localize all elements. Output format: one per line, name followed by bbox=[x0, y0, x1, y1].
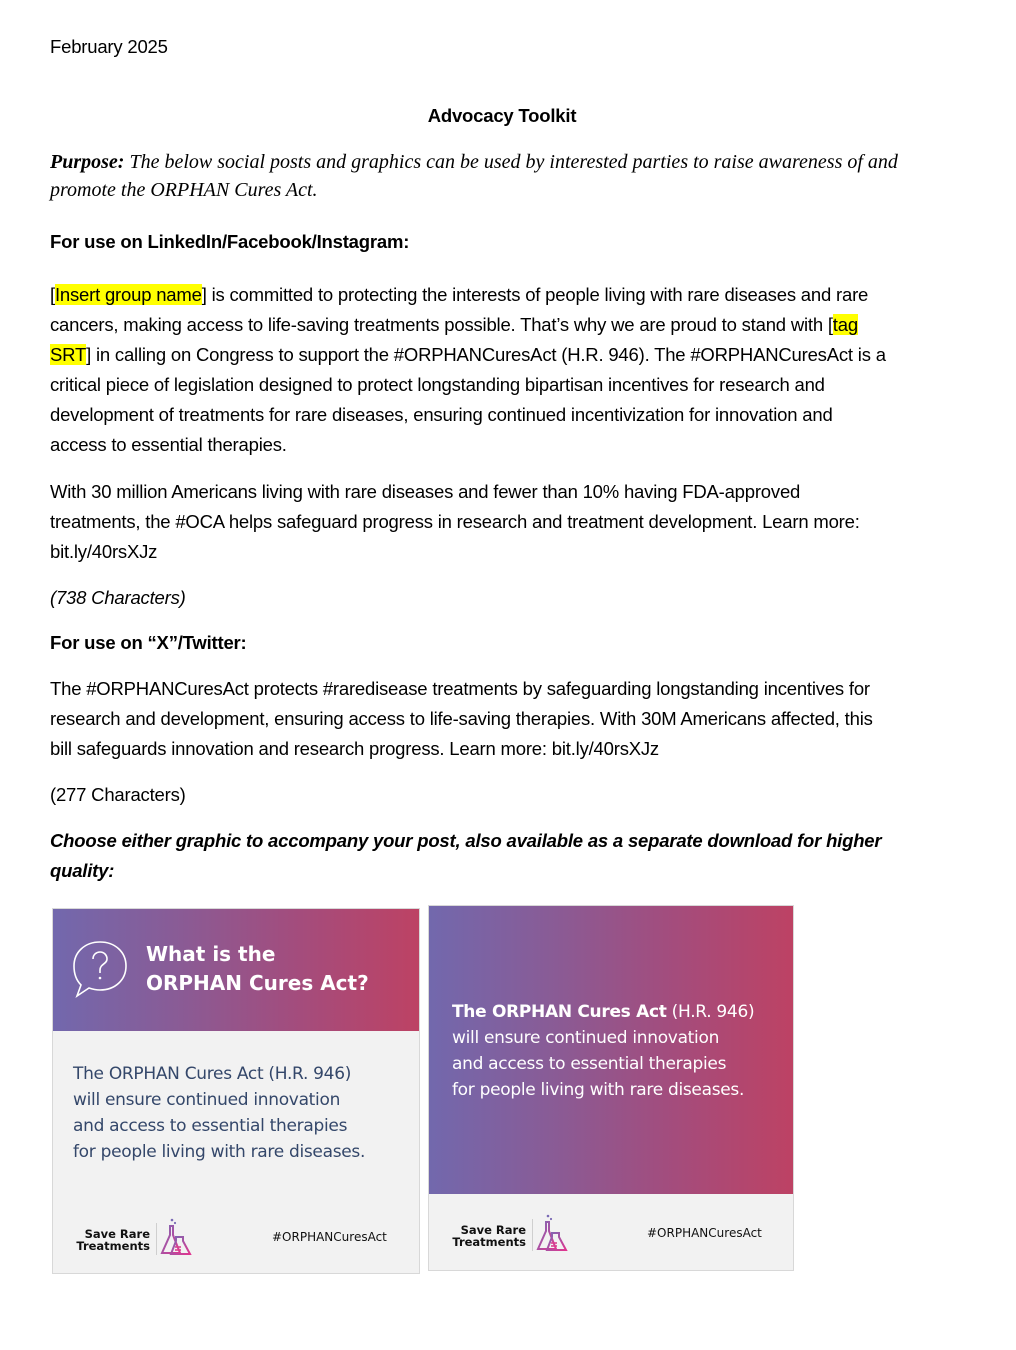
text-line: access to essential therapies. bbox=[50, 434, 287, 455]
graphic-gradient-panel bbox=[429, 906, 793, 1194]
hashtag: #ORPHANCuresAct bbox=[272, 1230, 387, 1244]
document-title: Advocacy Toolkit bbox=[427, 105, 577, 126]
text: cancers, making access to life-saving treatments possible. That’s why we are proud to stand with [ bbox=[50, 314, 833, 335]
text: ] in calling on Congress to support the #ORPHANCuresAct (H.R. 946). The #ORPHANCuresAct is a bbox=[86, 344, 886, 365]
placeholder-srt: SRT bbox=[50, 344, 87, 365]
text-line: will ensure continued innovation bbox=[73, 1090, 341, 1110]
brand-divider bbox=[156, 1223, 157, 1255]
bracket: [ bbox=[50, 284, 55, 305]
text-line: bill safeguards innovation and research progress. Learn more: bit.ly/40rsXJz bbox=[50, 738, 659, 759]
text-line: Save Rare bbox=[84, 1227, 150, 1241]
graphic-option-2 bbox=[428, 905, 794, 1271]
bold-text: The ORPHAN Cures Act bbox=[452, 1002, 667, 1022]
graphic-option-1 bbox=[52, 908, 420, 1274]
graphic-header bbox=[53, 909, 419, 1031]
flask-icon bbox=[159, 1217, 193, 1262]
brand-logo-text bbox=[73, 1228, 150, 1252]
placeholder-group-name: Insert group name bbox=[54, 284, 202, 305]
text-line: and access to essential therapies bbox=[452, 1054, 727, 1074]
text-line: The #ORPHANCuresAct protects #raredisease treatments by safeguarding longstanding incentives for bbox=[50, 678, 870, 699]
hashtag: #ORPHANCuresAct bbox=[647, 1226, 762, 1240]
linkedin-post-paragraph-2 bbox=[50, 477, 990, 567]
twitter-char-count: (277 Characters) bbox=[50, 784, 186, 805]
text-line: With 30 million Americans living with rare diseases and fewer than 10% having FDA-approved bbox=[50, 481, 801, 502]
text-line: Treatments bbox=[452, 1235, 526, 1249]
document-date: February 2025 bbox=[50, 36, 168, 57]
brand-logo-text bbox=[449, 1224, 526, 1248]
text-line: research and development, ensuring access to life-saving therapies. With 30M Americans affected, this bbox=[50, 708, 873, 729]
linkedin-section-heading: For use on LinkedIn/Facebook/Instagram: bbox=[50, 231, 410, 252]
text: ] is committed to protecting the interests of people living with rare diseases and rare bbox=[201, 284, 869, 305]
text-line: Choose either graphic to accompany your post, also available as a separate download for higher bbox=[50, 830, 882, 851]
brand-divider bbox=[532, 1219, 533, 1251]
twitter-section-heading: For use on “X”/Twitter: bbox=[50, 632, 247, 653]
link-text: bit.ly/40rsXJz bbox=[50, 541, 158, 562]
graphic-title-line: ORPHAN Cures Act? bbox=[146, 971, 369, 995]
text-line: Treatments bbox=[76, 1239, 150, 1253]
graphic-title-line: What is the bbox=[146, 942, 276, 966]
text-line: quality: bbox=[50, 860, 115, 881]
flask-icon bbox=[535, 1213, 569, 1258]
purpose-paragraph bbox=[50, 148, 980, 204]
graphics-intro bbox=[50, 826, 990, 886]
placeholder-tag: tag bbox=[832, 314, 858, 335]
linkedin-post-paragraph-1 bbox=[50, 280, 990, 460]
text-line: development of treatments for rare diseases, ensuring continued incentivization for innovation and bbox=[50, 404, 833, 425]
text-line: and access to essential therapies bbox=[73, 1116, 348, 1136]
text-line: will ensure continued innovation bbox=[452, 1028, 720, 1048]
question-speech-bubble-icon bbox=[71, 939, 129, 1004]
twitter-post-paragraph bbox=[50, 674, 990, 764]
text: (H.R. 946) bbox=[666, 1002, 755, 1022]
purpose-text: The below social posts and graphics can be used by interested parties to raise awareness of and bbox=[124, 151, 898, 173]
text-line: treatments, the #OCA helps safeguard progress in research and treatment development. Learn more: bbox=[50, 511, 860, 532]
text-line: Save Rare bbox=[460, 1223, 526, 1237]
purpose-text-line2: promote the ORPHAN Cures Act. bbox=[50, 179, 318, 201]
text-line: for people living with rare diseases. bbox=[73, 1142, 366, 1162]
purpose-label: Purpose: bbox=[50, 151, 125, 173]
text-line: for people living with rare diseases. bbox=[452, 1080, 745, 1100]
graphic-body-text bbox=[452, 999, 754, 1103]
text-line: The ORPHAN Cures Act (H.R. 946) bbox=[73, 1064, 352, 1084]
graphic-body-text bbox=[73, 1061, 365, 1165]
linkedin-char-count: (738 Characters) bbox=[50, 587, 186, 608]
text-line: critical piece of legislation designed to protect longstanding bipartisan incentives for research and bbox=[50, 374, 825, 395]
